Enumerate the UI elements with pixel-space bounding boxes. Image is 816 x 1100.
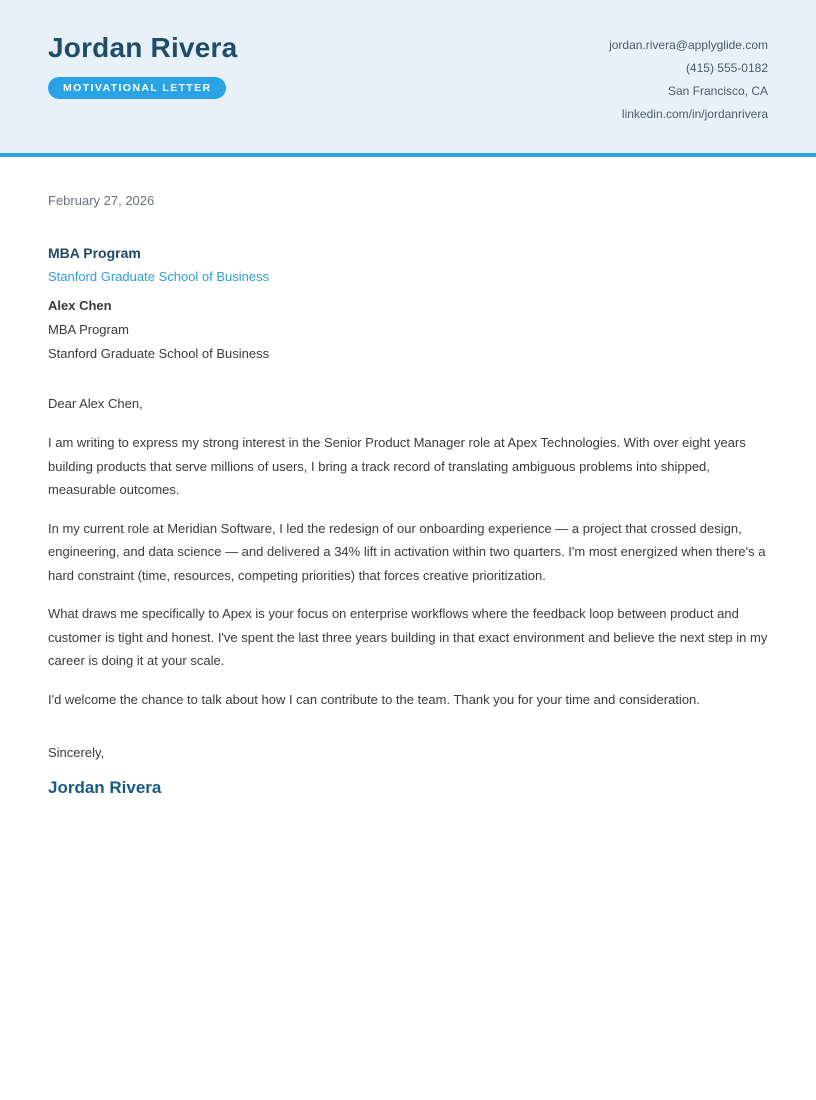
document-type-badge: MOTIVATIONAL LETTER (48, 77, 226, 99)
recipient-contact-role: MBA Program (48, 322, 129, 337)
body-paragraph-4: I'd welcome the chance to talk about how I can contribute to the team. Thank you for your time and consideration. (48, 691, 700, 707)
contact-email: jordan.rivera@applyglide.com (609, 38, 768, 52)
salutation: Dear Alex Chen, (48, 396, 143, 411)
recipient-contact-org: Stanford Graduate School of Business (48, 346, 270, 361)
letter-body (0, 157, 816, 798)
contact-linkedin: linkedin.com/in/jordanrivera (621, 107, 768, 121)
letter-header (0, 0, 816, 157)
body-paragraph-1: I am writing to express my strong interest in the Senior Product Manager role at Apex Technologies. With over eight years building products that serve millions of users, I bring a track record of translating ambiguous problems into shipped, measurable outcomes. (48, 435, 746, 497)
body-paragraph-2: In my current role at Meridian Software, I led the redesign of our onboarding experience — a project that crossed design, engineering, and data science — and delivered a 34% lift in activation within two quarters. I'm most energized when there's a hard constraint (time, resources, competing priorities) that forces creative prioritization. (48, 520, 766, 583)
author-name-title: Jordan Rivera (48, 32, 238, 63)
recipient-school-link[interactable]: Stanford Graduate School of Business (48, 269, 270, 284)
contact-block (609, 32, 768, 126)
recipient-block (48, 245, 768, 362)
contact-phone: (415) 555-0182 (685, 61, 768, 75)
letter-date: February 27, 2026 (48, 193, 155, 208)
recipient-contact-name: Alex Chen (48, 298, 112, 313)
signature-name: Jordan Rivera (48, 778, 162, 797)
closing-line: Sincerely, (48, 745, 105, 760)
body-paragraph-3: What draws me specifically to Apex is your focus on enterprise workflows where the feedback loop between product and customer is tight and honest. I've spent the last three years building in that exact environment and believe the next step in my career is doing it at your scale. (48, 606, 768, 668)
recipient-program-heading: MBA Program (48, 245, 141, 261)
contact-location: San Francisco, CA (667, 84, 768, 98)
header-left (48, 32, 237, 99)
